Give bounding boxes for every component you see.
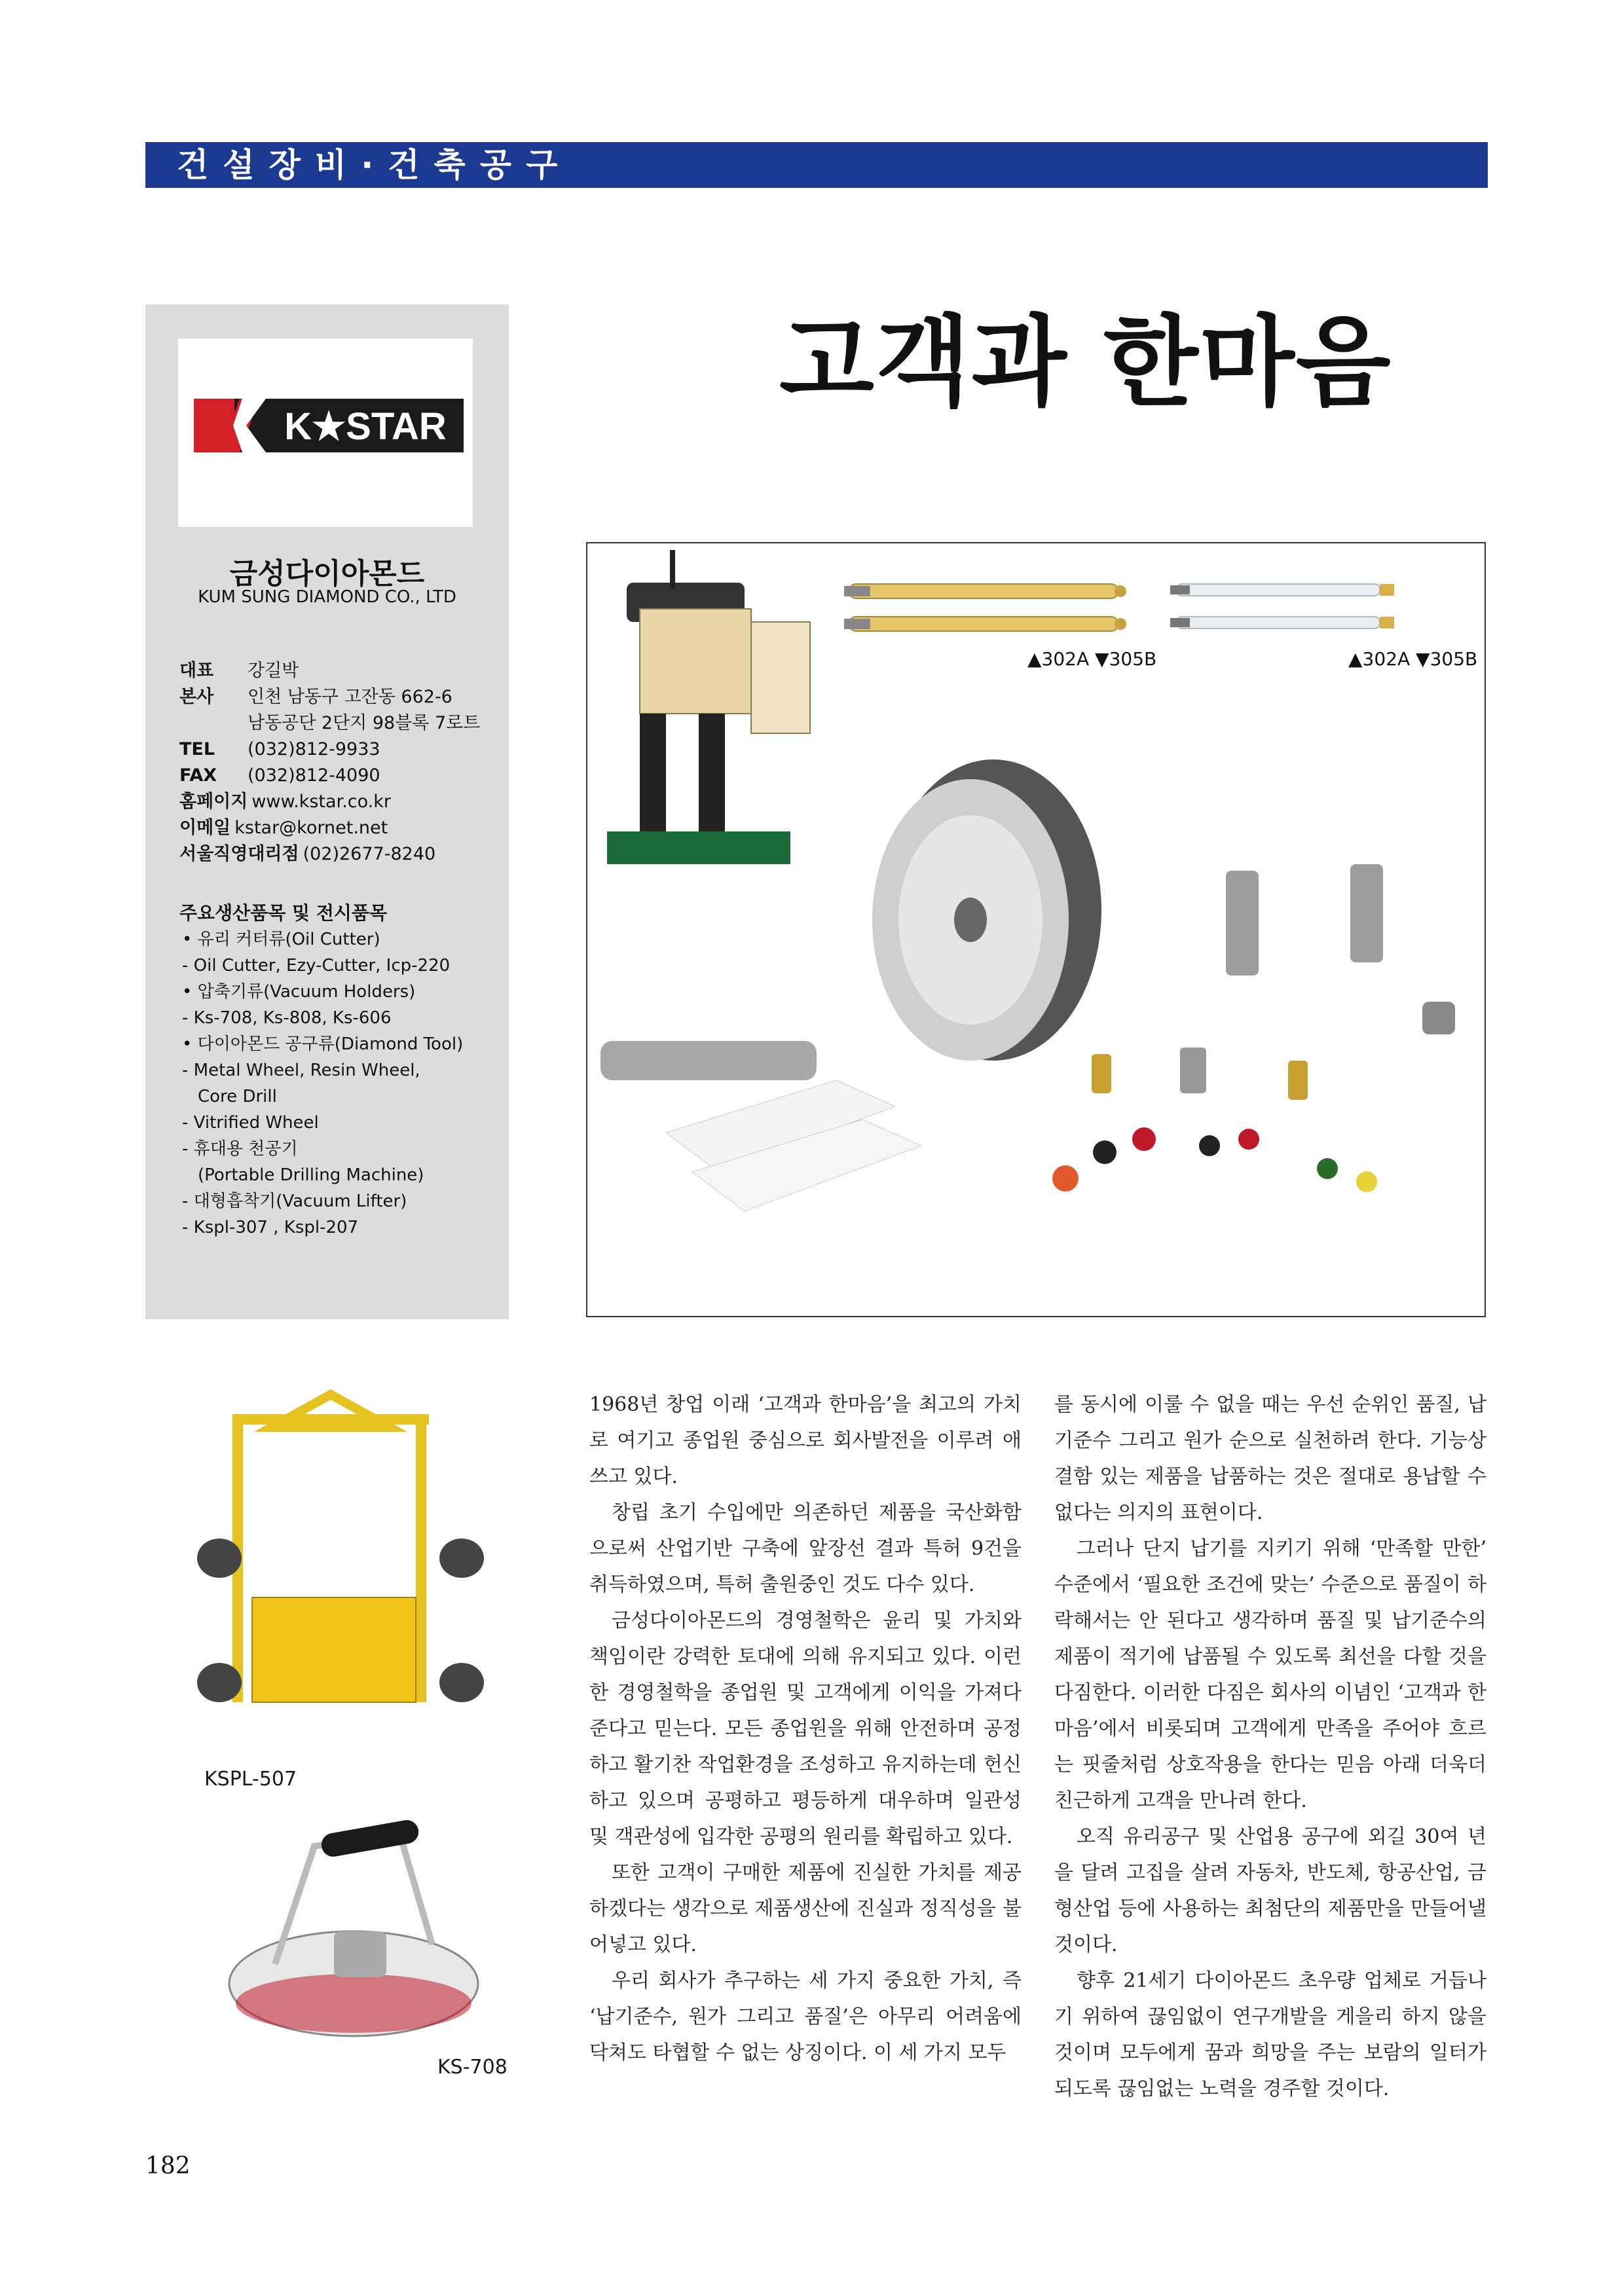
page-number: 182 bbox=[145, 2153, 191, 2179]
info-email-label: 이메일 bbox=[179, 818, 231, 838]
product-line: - Ks-708, Ks-808, Ks-606 bbox=[182, 1008, 392, 1028]
product-line: - Kspl-307 , Kspl-207 bbox=[182, 1218, 359, 1237]
product-line: - Metal Wheel, Resin Wheel, bbox=[182, 1061, 420, 1080]
logo-box bbox=[178, 338, 473, 527]
info-homepage-value[interactable]: www.kstar.co.kr bbox=[251, 792, 391, 812]
body-paragraph: 그러나 단지 납기를 지키기 위해 ‘만족할 만한’ 수준에서 ‘필요한 조건에 맞는’ 수준으로 품질이 하락해서는 안 된다고 생각하며 품질 및 납기준수의 제품이 적기에 납품될 수 있도록 최선을 다할 것을 다짐한다. 이러한 다짐은 회사의 이념인 ‘고객과 한마음’에서 비롯되며 고객에게 만족을 주어야 흐르는 핏줄처럼 상호작용을 한다는 믿음 아래 더욱더 친근하게 고객을 만나려 한다. bbox=[1054, 1537, 1486, 1812]
info-ceo-value: 강길박 bbox=[248, 661, 299, 681]
info-homepage-label: 홈페이지 bbox=[179, 792, 248, 812]
glass-cutter-clear bbox=[1170, 584, 1394, 629]
product-line: - Oil Cutter, Ezy-Cutter, Icp-220 bbox=[182, 956, 451, 975]
body-paragraph: 1968년 창업 이래 ‘고객과 한마음’을 최고의 가치로 여기고 종업원 중심으로 회사발전을 이루려 애쓰고 있다. bbox=[589, 1393, 1022, 1488]
cutter-caption-left: ▲302A ▼305B bbox=[1027, 648, 1157, 670]
info-hq-line1: 인천 남동구 고잔동 662-6 bbox=[248, 687, 452, 707]
product-line: - Vitrified Wheel bbox=[182, 1113, 319, 1133]
category-label: 건설장비·건축공구 bbox=[177, 146, 572, 184]
products-heading: 주요생산품목 및 전시품목 bbox=[179, 902, 388, 924]
info-tel bbox=[179, 737, 380, 763]
product-line: • 유리 커터류(Oil Cutter) bbox=[182, 930, 380, 949]
kstar-logo bbox=[194, 399, 464, 452]
info-agency-value: (02)2677-8240 bbox=[303, 844, 436, 864]
company-name-ko: 금성다이아몬드 bbox=[229, 557, 425, 591]
diamond-wheel bbox=[872, 759, 1101, 1061]
product-line: (Portable Drilling Machine) bbox=[198, 1165, 424, 1185]
product-line: • 다이아몬드 공구류(Diamond Tool) bbox=[182, 1034, 464, 1054]
body-paragraph: 금성다이아몬드의 경영철학은 윤리 및 가치와 책임이란 강력한 토대에 의해 유지되고 있다. 이런한 경영철학을 종업원 및 고객에게 이익을 가져다 준다고 믿는다. 모든 종업원을 위해 안전하며 공정하고 활기찬 작업환경을 조성하고 유지하는데 헌신하고 있으며 공평하고 평등하게 대우하며 일관성 및 객관성에 입각한 공평의 원리를 확립하고 있다. bbox=[589, 1609, 1022, 1848]
info-agency bbox=[179, 841, 435, 867]
holder-caption: KS-708 bbox=[437, 2056, 507, 2079]
info-homepage bbox=[179, 789, 391, 815]
info-ceo-label: 대표 bbox=[179, 661, 214, 681]
body-paragraph: 또한 고객이 구매한 제품에 진실한 가치를 제공하겠다는 생각으로 제품생산에 진실과 정직성을 불어넣고 있다. bbox=[589, 1861, 1022, 1956]
company-name-en: KUM SUNG DIAMOND CO., LTD bbox=[198, 587, 456, 607]
category-header-bar bbox=[145, 142, 1488, 188]
body-column-left bbox=[589, 1387, 1022, 2071]
info-tel-value: (032)812-9933 bbox=[248, 739, 380, 759]
info-fax-label: FAX bbox=[179, 765, 217, 786]
info-hq bbox=[179, 684, 452, 710]
body-column-right bbox=[1054, 1387, 1486, 2107]
info-ceo bbox=[179, 658, 299, 684]
product-line: • 압축기류(Vacuum Holders) bbox=[182, 982, 416, 1002]
glass-cutter-gold bbox=[844, 584, 1126, 631]
product-line: - 휴대용 천공기 bbox=[182, 1139, 298, 1159]
info-email-value[interactable]: kstar@kornet.net bbox=[234, 818, 388, 838]
company-sidebar bbox=[145, 304, 509, 1319]
vacuum-lifter-image bbox=[193, 1388, 494, 1768]
info-hq-line2: 남동공단 2단지 98블록 7로트 bbox=[248, 713, 481, 733]
portable-drilling-machine bbox=[607, 550, 810, 864]
product-line: - 대형흡착기(Vacuum Lifter) bbox=[182, 1192, 407, 1211]
info-agency-label: 서울직영대리점 bbox=[179, 844, 299, 864]
lifter-caption: KSPL-507 bbox=[204, 1768, 297, 1791]
body-paragraph: 우리 회사가 추구하는 세 가지 중요한 가치, 즉 ‘납기준수, 원가 그리고 품질’은 아무리 어려움에 닥쳐도 타협할 수 없는 상징이다. 이 세 가지 모두 bbox=[589, 1969, 1022, 2064]
body-paragraph: 를 동시에 이룰 수 없을 때는 우선 순위인 품질, 납기준수 그리고 원가 순으로 실천하려 한다. 기능상 결함 있는 제품을 납품하는 것은 절대로 용납할 수 없다는 의지의 표현이다. bbox=[1054, 1393, 1486, 1524]
body-paragraph: 창립 초기 수입에만 의존하던 제품을 국산화함으로써 산업기반 구축에 앞장선 결과 특허 9건을 취득하였으며, 특허 출원중인 것도 다수 있다. bbox=[589, 1501, 1022, 1596]
cutter-caption-right: ▲302A ▼305B bbox=[1348, 648, 1478, 670]
cutter-heads bbox=[1052, 1048, 1377, 1192]
info-fax-value: (032)812-4090 bbox=[248, 765, 380, 786]
product-line: Core Drill bbox=[198, 1087, 277, 1106]
product-photo-frame bbox=[586, 542, 1486, 1317]
vacuum-holder-image bbox=[216, 1820, 491, 2043]
body-paragraph: 향후 21세기 다이아몬드 초우량 업체로 거듭나기 위하여 끊임없이 연구개발을 게을리 하지 않을 것이며 모두에게 꿈과 희망을 주는 보람의 일터가 되도록 끊임없는 노력을 경주할 것이다. bbox=[1054, 1969, 1486, 2100]
body-paragraph: 오직 유리공구 및 산업용 공구에 외길 30여 년을 달려 고집을 살려 자동차, 반도체, 항공산업, 금형산업 등에 사용하는 최첨단의 제품만을 만들어낼 것이다. bbox=[1054, 1825, 1486, 1956]
info-fax bbox=[179, 763, 380, 789]
resin-plates bbox=[666, 1080, 921, 1211]
logo-wordmark: K★STAR bbox=[284, 405, 447, 448]
info-tel-label: TEL bbox=[179, 739, 215, 759]
page-title: 고객과 한마음 bbox=[779, 306, 1392, 420]
info-email bbox=[179, 815, 388, 841]
info-hq-label: 본사 bbox=[179, 687, 214, 707]
